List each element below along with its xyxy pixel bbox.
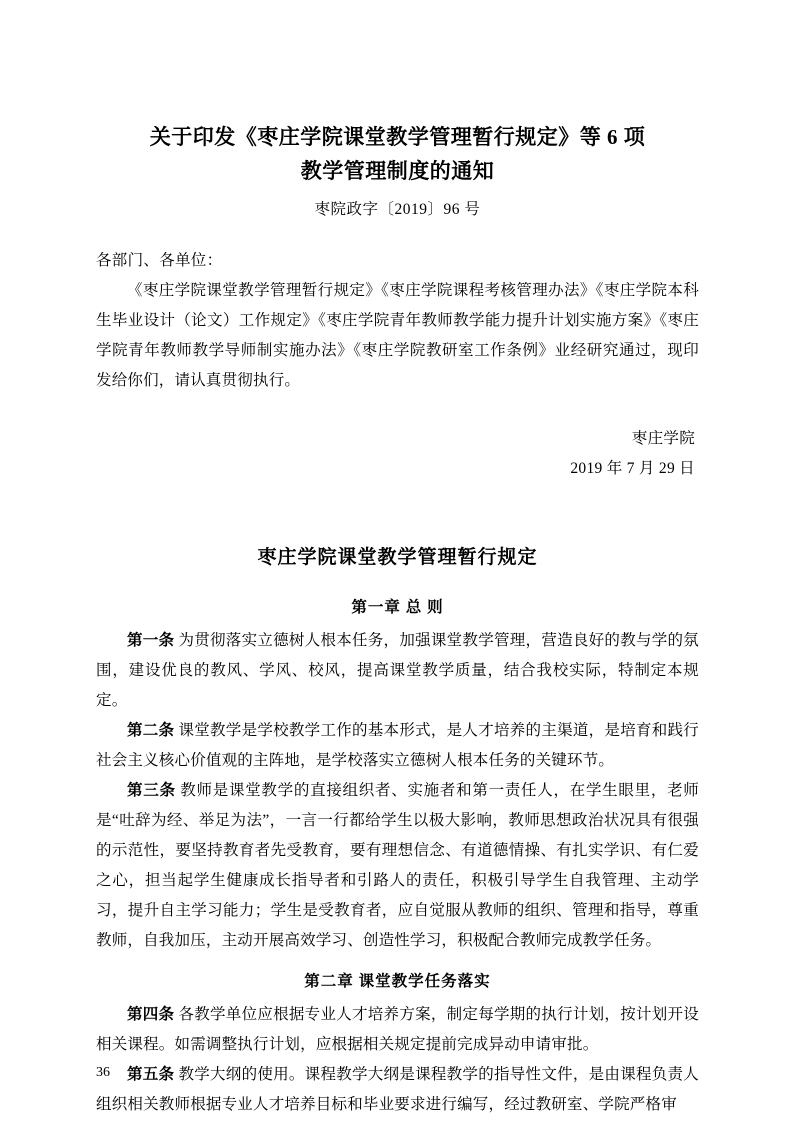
chapter-heading-2: 第二章 课堂教学任务落实	[304, 973, 491, 990]
page-number: 36	[96, 1065, 110, 1080]
article-label: 第三条	[127, 782, 176, 799]
article-text: 课堂教学是学校教学工作的基本形式，是人才培养的主渠道，是培育和践行社会主义核心价值观的主阵地，是学校落实立德树人根本任务的关键环节。	[96, 722, 699, 769]
article-paragraph	[96, 776, 699, 956]
article-text: 各教学单位应根据专业人才培养方案，制定每学期的执行计划，按计划开设相关课程。如需调整执行计划，应根据相关规定提前完成异动申请审批。	[96, 1006, 699, 1053]
article-paragraph	[96, 626, 699, 716]
regulation-title: 枣庄学院课堂教学管理暂行规定	[257, 547, 538, 568]
article-paragraph	[96, 716, 699, 776]
chapter-heading-1: 第一章 总 则	[351, 599, 444, 616]
signature-block	[96, 424, 699, 484]
salutation: 各部门、各单位：	[96, 252, 223, 269]
article-label: 第五条	[127, 1066, 175, 1083]
article-label: 第二条	[127, 722, 175, 739]
article-label: 第四条	[127, 1006, 175, 1023]
title-line-2: 教学管理制度的通知	[300, 159, 495, 183]
notice-paragraph: 《枣庄学院课堂教学管理暂行规定》《枣庄学院课程考核管理办法》《枣庄学院本科生毕业设计（论文）工作规定》《枣庄学院青年教师教学能力提升计划实施方案》《枣庄学院青年教师教学导师制实施办法》《枣庄学院教研室工作条例》业经研究通过，现印发给你们，请认真贯彻执行。	[96, 282, 699, 389]
page-title	[96, 120, 699, 188]
article-text: 教学大纲的使用。课程教学大纲是课程教学的指导性文件，是由课程负责人组织相关教师根据专业人才培养目标和毕业要求进行编写，经过教研室、学院严格审	[96, 1066, 699, 1113]
signature-organization: 枣庄学院	[631, 430, 695, 447]
document-number: 枣院政字〔2019〕96 号	[314, 201, 481, 218]
article-text: 为贯彻落实立德树人根本任务，加强课堂教学管理，营造良好的教与学的氛围，建设优良的教风、学风、校风，提高课堂教学质量，结合我校实际，特制定本规定。	[96, 632, 699, 709]
title-line-1: 关于印发《枣庄学院课堂教学管理暂行规定》等 6 项	[149, 125, 646, 149]
signature-date: 2019 年 7 月 29 日	[570, 460, 695, 477]
article-paragraph	[96, 1000, 699, 1060]
article-label: 第一条	[127, 632, 175, 649]
article-text: 教师是课堂教学的直接组织者、实施者和第一责任人，在学生眼里，老师是“吐辞为经、举足为法”，一言一行都给学生以极大影响，教师思想政治状况具有很强的示范性，要坚持教育者先受教育，要有理想信念、有道德情操、有扎实学识、有仁爱之心，担当起学生健康成长指导者和引路人的责任，积极引导学生自我管理、主动学习，提升自主学习能力；学生是受教育者，应自觉服从教师的组织、管理和指导，尊重教师，自我加压，主动开展高效学习、创造性学习，积极配合教师完成教学任务。	[96, 782, 700, 949]
article-paragraph	[96, 1060, 699, 1120]
